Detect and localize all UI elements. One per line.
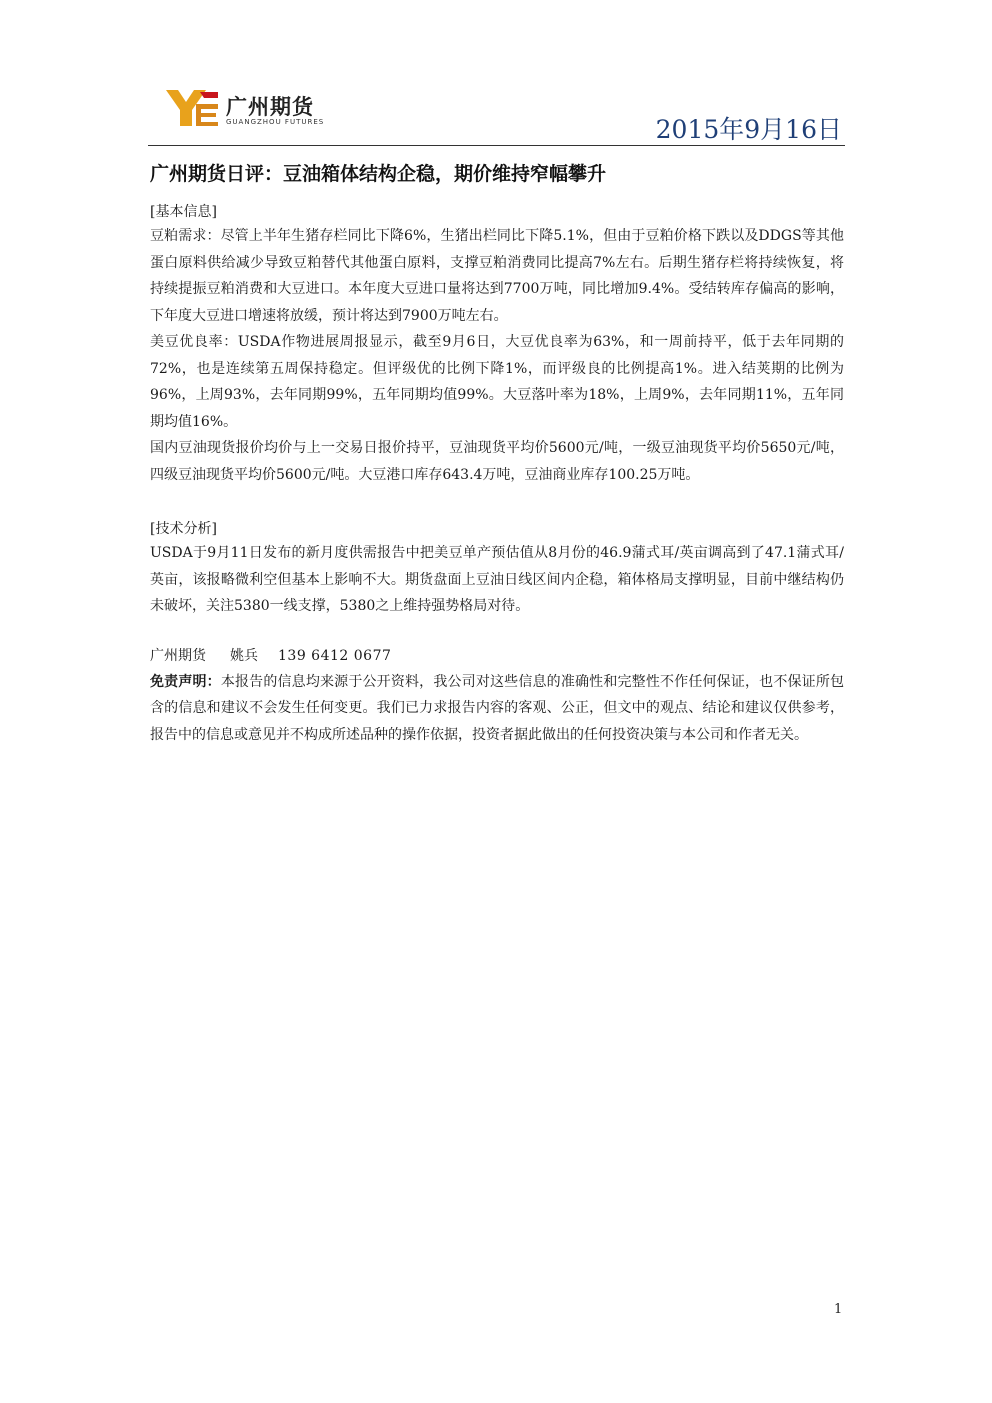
report-body	[150, 158, 844, 748]
section-label-basic-info: [基本信息]	[150, 204, 217, 220]
header-divider	[148, 145, 845, 146]
paragraph-spot-price: 国内豆油现货报价均价与上一交易日报价持平，豆油现货平均价5600元/吨，一级豆油现货平均价5650元/吨，四级豆油现货平均价5600元/吨。大豆港口库存643.4万吨，豆油商业库存100.25万吨。	[150, 440, 844, 483]
analyst-contact	[150, 643, 844, 669]
page-header	[148, 84, 844, 146]
logo-chinese-name: 广州期货	[226, 95, 314, 119]
paragraph-technical-analysis: USDA于9月11日发布的新月度供需报告中把美豆单产预估值从8月份的46.9蒲式耳/英亩调高到了47.1蒲式耳/英亩，该报略微利空但基本上影响不大。期货盘面上豆油日线区间内企稳，箱体格局支撑明显，目前中继结构仍未破坏，关注5380一线支撑，5380之上维持强势格局对待。	[150, 545, 844, 614]
disclaimer-text: 本报告的信息均来源于公开资料，我公司对这些信息的准确性和完整性不作任何保证，也不保证所包含的信息和建议不会发生任何变更。我们已力求报告内容的客观、公正，但文中的观点、结论和建议仅供参考，报告中的信息或意见并不构成所述品种的操作依据，投资者据此做出的任何投资决策与本公司和作者无关。	[150, 673, 845, 743]
report-title: 广州期货日评：豆油箱体结构企稳，期价维持窄幅攀升	[150, 163, 607, 185]
company-logo	[166, 88, 346, 132]
paragraph-us-soy-rating: 美豆优良率：USDA作物进展周报显示，截至9月6日，大豆优良率为63%，和一周前持平，低于去年同期的72%，也是连续第五周保持稳定。但评级优的比例下降1%，而评级良的比例提高1%。进入结荚期的比例为96%，上周93%，去年同期99%，五年同期均值99%。大豆落叶率为18%，上周9%，去年同期11%，五年同期均值16%。	[150, 334, 844, 430]
logo-mark-icon	[166, 90, 218, 128]
page-number: 1	[834, 1302, 843, 1317]
disclaimer	[150, 669, 844, 749]
logo-english-name: GUANGZHOU FUTURES	[226, 118, 325, 126]
section-label-technical: [技术分析]	[150, 521, 217, 537]
contact-phone: 139 6412 0677	[278, 647, 392, 664]
disclaimer-label: 免责声明：	[150, 673, 221, 690]
paragraph-meal-demand: 豆粕需求：尽管上半年生猪存栏同比下降6%，生猪出栏同比下降5.1%，但由于豆粕价格下跌以及DDGS等其他蛋白原料供给减少导致豆粕替代其他蛋白原料，支撑豆粕消费同比提高7%左右。后期生猪存栏将持续恢复，将持续提振豆粕消费和大豆进口。本年度大豆进口量将达到7700万吨，同比增加9.4%。受结转库存偏高的影响，下年度大豆进口增速将放缓，预计将达到7900万吨左右。	[150, 228, 844, 324]
contact-company: 广州期货	[150, 647, 206, 664]
contact-name: 姚兵	[230, 647, 258, 664]
report-date: 2015年9月16日	[655, 115, 842, 144]
